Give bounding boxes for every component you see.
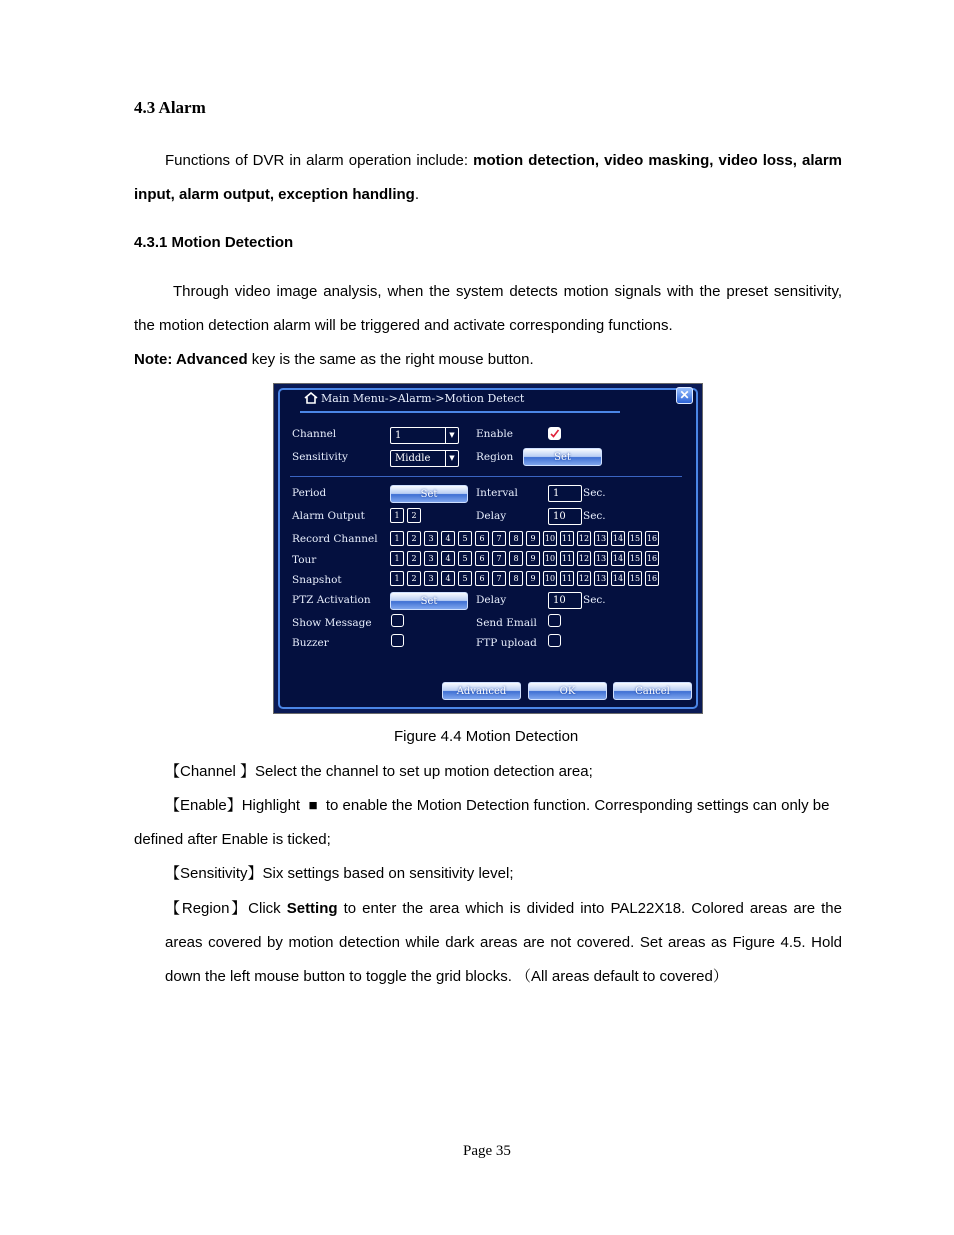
item-region-line-1 [165, 899, 842, 919]
record-channel-channel-1[interactable]: 1 [390, 531, 404, 546]
item-region-line-3: down the left mouse button to toggle the grid blocks. （All areas default to covered） [165, 968, 728, 985]
show-message-checkbox[interactable] [391, 614, 404, 627]
snapshot-label: Snapshot [292, 574, 342, 586]
snapshot-channel-15[interactable]: 15 [628, 571, 642, 586]
snapshot-channel-16[interactable]: 16 [645, 571, 659, 586]
sensitivity-label: Sensitivity [292, 451, 348, 463]
snapshot-boxes [390, 571, 659, 586]
figure-caption: Figure 4.4 Motion Detection [394, 728, 579, 745]
snapshot-channel-12[interactable]: 12 [577, 571, 591, 586]
item-sensitivity [165, 864, 514, 884]
snapshot-channel-5[interactable]: 5 [458, 571, 472, 586]
tour-channel-15[interactable]: 15 [628, 551, 642, 566]
channel-label: Channel [292, 428, 337, 440]
record-channel-channel-4[interactable]: 4 [441, 531, 455, 546]
snapshot-channel-3[interactable]: 3 [424, 571, 438, 586]
chevron-down-icon: ▼ [445, 451, 458, 466]
ptz-delay-input[interactable]: 10 [548, 592, 582, 609]
note [134, 350, 534, 370]
record-channel-channel-8[interactable]: 8 [509, 531, 523, 546]
snapshot-channel-6[interactable]: 6 [475, 571, 489, 586]
item-channel [165, 762, 593, 782]
record-channel-channel-6[interactable]: 6 [475, 531, 489, 546]
tour-channel-5[interactable]: 5 [458, 551, 472, 566]
ptz-delay-unit: Sec. [583, 594, 606, 606]
sensitivity-value: Middle [395, 453, 431, 464]
record-channel-boxes [390, 531, 659, 546]
item-channel-text: Select the channel to set up motion detection area; [255, 763, 593, 780]
snapshot-channel-14[interactable]: 14 [611, 571, 625, 586]
dialog-title-bar [300, 389, 620, 413]
snapshot-channel-11[interactable]: 11 [560, 571, 574, 586]
tour-channel-9[interactable]: 9 [526, 551, 540, 566]
checkmark-icon [549, 428, 560, 439]
ptz-activation-label: PTZ Activation [292, 594, 371, 606]
alarm-output-boxes [390, 508, 421, 523]
ftp-upload-checkbox[interactable] [548, 634, 561, 647]
snapshot-channel-8[interactable]: 8 [509, 571, 523, 586]
record-channel-channel-2[interactable]: 2 [407, 531, 421, 546]
snapshot-channel-4[interactable]: 4 [441, 571, 455, 586]
paragraph-line-1: Through video image analysis, when the system detects motion signals with the preset sensitivity, [173, 283, 842, 300]
item-enable [165, 796, 842, 816]
intro-bold-2: input, alarm output, exception handling [134, 186, 415, 203]
snapshot-channel-10[interactable]: 10 [543, 571, 557, 586]
tour-channel-7[interactable]: 7 [492, 551, 506, 566]
send-email-label: Send Email [476, 617, 537, 629]
tour-channel-6[interactable]: 6 [475, 551, 489, 566]
tour-channel-14[interactable]: 14 [611, 551, 625, 566]
alarm-output-2[interactable]: 2 [407, 508, 421, 523]
channel-select[interactable] [390, 427, 459, 444]
tour-channel-3[interactable]: 3 [424, 551, 438, 566]
square-icon: ■ [308, 797, 318, 814]
home-icon [304, 392, 318, 404]
tour-channel-4[interactable]: 4 [441, 551, 455, 566]
item-sensitivity-text: Six settings based on sensitivity level; [262, 865, 514, 882]
dialog-breadcrumb: Main Menu->Alarm->Motion Detect [321, 392, 525, 405]
record-channel-channel-13[interactable]: 13 [594, 531, 608, 546]
item-region-bold: Setting [286, 900, 338, 917]
buzzer-checkbox[interactable] [391, 634, 404, 647]
record-channel-label: Record Channel [292, 533, 378, 545]
record-channel-channel-3[interactable]: 3 [424, 531, 438, 546]
ftp-upload-label: FTP upload [476, 637, 537, 649]
snapshot-channel-9[interactable]: 9 [526, 571, 540, 586]
tour-label: Tour [292, 554, 317, 566]
ok-button[interactable]: OK [528, 682, 607, 700]
period-set-button[interactable]: Set [390, 485, 468, 503]
channel-value: 1 [395, 430, 402, 441]
sensitivity-select[interactable] [390, 450, 459, 467]
snapshot-channel-7[interactable]: 7 [492, 571, 506, 586]
record-channel-channel-15[interactable]: 15 [628, 531, 642, 546]
tour-channel-10[interactable]: 10 [543, 551, 557, 566]
tour-channel-8[interactable]: 8 [509, 551, 523, 566]
ptz-set-button[interactable]: Set [390, 592, 468, 610]
interval-label: Interval [476, 487, 518, 499]
intro-line-1 [165, 151, 842, 171]
record-channel-channel-16[interactable]: 16 [645, 531, 659, 546]
record-channel-channel-14[interactable]: 14 [611, 531, 625, 546]
item-enable-text-3: defined after Enable is ticked; [134, 831, 331, 848]
send-email-checkbox[interactable] [548, 614, 561, 627]
record-channel-channel-10[interactable]: 10 [543, 531, 557, 546]
record-channel-channel-5[interactable]: 5 [458, 531, 472, 546]
divider [290, 476, 682, 477]
advanced-button[interactable]: Advanced [442, 682, 521, 700]
item-region-label: 【Region】 [165, 900, 249, 917]
alarm-output-1[interactable]: 1 [390, 508, 404, 523]
region-set-button[interactable]: Set [523, 448, 602, 466]
snapshot-channel-13[interactable]: 13 [594, 571, 608, 586]
enable-label: Enable [476, 428, 513, 440]
item-enable-text-1: Highlight [241, 797, 301, 814]
period-label: Period [292, 487, 327, 499]
show-message-label: Show Message [292, 617, 372, 629]
region-label: Region [476, 451, 514, 463]
interval-input[interactable]: 1 [548, 485, 582, 502]
intro-suffix: . [414, 186, 420, 203]
alarm-output-label: Alarm Output [292, 510, 365, 522]
tour-channel-11[interactable]: 11 [560, 551, 574, 566]
motion-detect-dialog [273, 383, 703, 714]
enable-checkbox[interactable] [548, 427, 561, 440]
paragraph-line-2: the motion detection alarm will be triggered and activate corresponding functions. [134, 317, 673, 334]
delay-label: Delay [476, 510, 507, 522]
delay-unit: Sec. [583, 510, 606, 522]
close-icon[interactable]: ✕ [676, 387, 693, 404]
delay-input[interactable]: 10 [548, 508, 582, 525]
tour-channel-1[interactable]: 1 [390, 551, 404, 566]
tour-boxes [390, 551, 659, 566]
note-bold: Note: Advanced [134, 351, 248, 368]
tour-channel-2[interactable]: 2 [407, 551, 421, 566]
record-channel-channel-9[interactable]: 9 [526, 531, 540, 546]
tour-channel-16[interactable]: 16 [645, 551, 659, 566]
subsection-title: 4.3.1 Motion Detection [134, 234, 294, 251]
section-title: 4.3 Alarm [134, 98, 206, 117]
page-number: Page 35 [463, 1143, 511, 1159]
intro-line-2 [134, 185, 419, 205]
item-sensitivity-label: 【Sensitivity】 [165, 865, 263, 882]
item-region-line-2: areas covered by motion detection while dark areas are not covered. Set areas as Figure 4.5. Hold [165, 934, 842, 951]
intro-bold-1: motion detection, video masking, video loss, alarm [473, 152, 842, 169]
intro-prefix: Functions of DVR in alarm operation include: [165, 152, 474, 169]
tour-channel-13[interactable]: 13 [594, 551, 608, 566]
note-rest: key is the same as the right mouse button. [247, 351, 534, 368]
cancel-button[interactable]: Cancel [613, 682, 692, 700]
snapshot-channel-2[interactable]: 2 [407, 571, 421, 586]
interval-unit: Sec. [583, 487, 606, 499]
item-enable-text-2: to enable the Motion Detection function. Corresponding settings can only be [325, 797, 830, 814]
ptz-delay-label: Delay [476, 594, 507, 606]
item-channel-label: 【Channel 】 [165, 763, 256, 780]
chevron-down-icon: ▼ [445, 428, 458, 443]
item-region-pre: Click [248, 900, 287, 917]
dialog-panel [278, 388, 698, 709]
record-channel-channel-11[interactable]: 11 [560, 531, 574, 546]
item-enable-label: 【Enable】 [165, 797, 242, 814]
tour-channel-12[interactable]: 12 [577, 551, 591, 566]
record-channel-channel-7[interactable]: 7 [492, 531, 506, 546]
item-region-post: to enter the area which is divided into PAL22X18. Colored areas are the [337, 900, 842, 917]
buzzer-label: Buzzer [292, 637, 329, 649]
snapshot-channel-1[interactable]: 1 [390, 571, 404, 586]
record-channel-channel-12[interactable]: 12 [577, 531, 591, 546]
